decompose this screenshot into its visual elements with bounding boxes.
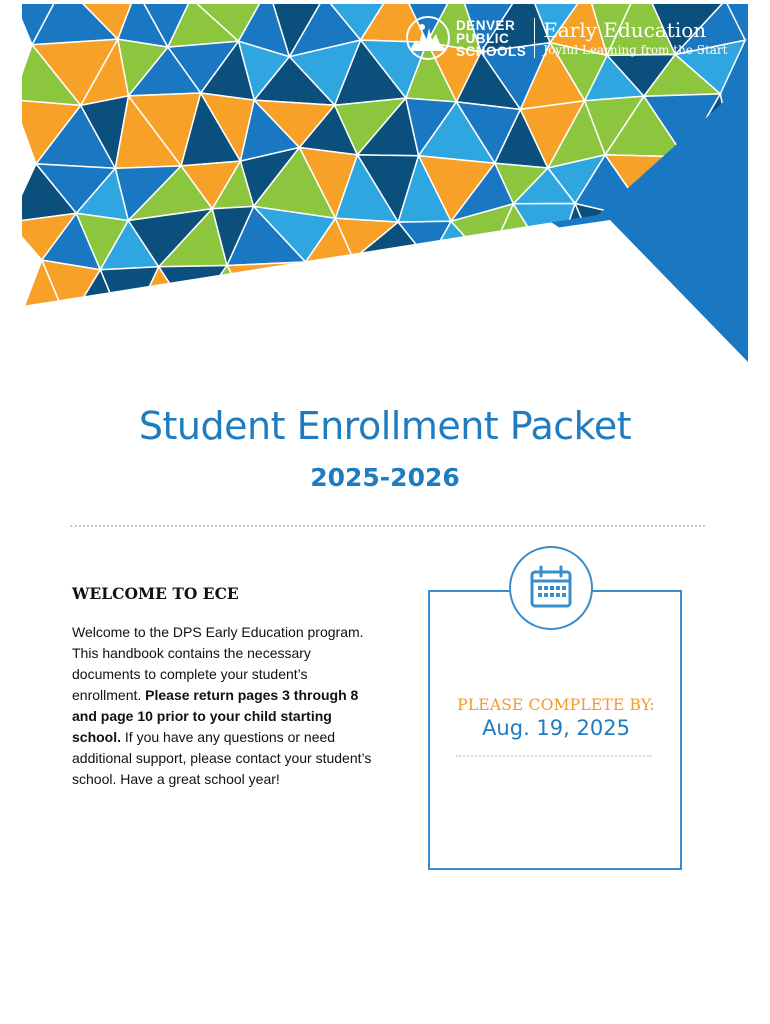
deadline-date: Aug. 19, 2025 bbox=[482, 716, 630, 740]
dps-logo bbox=[406, 14, 727, 62]
school-year: 2025-2026 bbox=[310, 463, 460, 492]
welcome-heading: WELCOME TO ECE bbox=[72, 584, 239, 603]
dps-wordmark bbox=[456, 19, 526, 58]
welcome-text bbox=[72, 622, 372, 790]
logo-divider bbox=[534, 18, 535, 58]
logo-line-schools: SCHOOLS bbox=[456, 43, 527, 59]
city-skyline-icon bbox=[406, 16, 450, 60]
welcome-outro: If you have any questions or need additional support, please contact your student’s school. Have a great school year! bbox=[72, 729, 372, 787]
deadline-divider bbox=[456, 755, 652, 757]
logo-title: Early Education bbox=[543, 18, 707, 42]
welcome-intro: Welcome to the DPS Early Education program. This handbook contains the necessary documents to complete your student’s enrollment. bbox=[72, 624, 364, 703]
deadline-label: PLEASE COMPLETE BY: bbox=[457, 696, 655, 714]
page-title: Student Enrollment Packet bbox=[138, 404, 632, 448]
welcome-return-pages: Please return pages 3 through 8 and page 10 prior to your child starting school. bbox=[72, 687, 359, 745]
calendar-icon bbox=[511, 548, 591, 628]
logo-brand bbox=[543, 18, 727, 58]
logo-line-denver: DENVER bbox=[456, 17, 516, 33]
section-divider bbox=[70, 525, 705, 527]
logo-tagline: Joyful Learning from the Start bbox=[543, 43, 728, 57]
logo-line-public: PUBLIC bbox=[456, 30, 510, 46]
calendar-badge bbox=[509, 546, 593, 630]
